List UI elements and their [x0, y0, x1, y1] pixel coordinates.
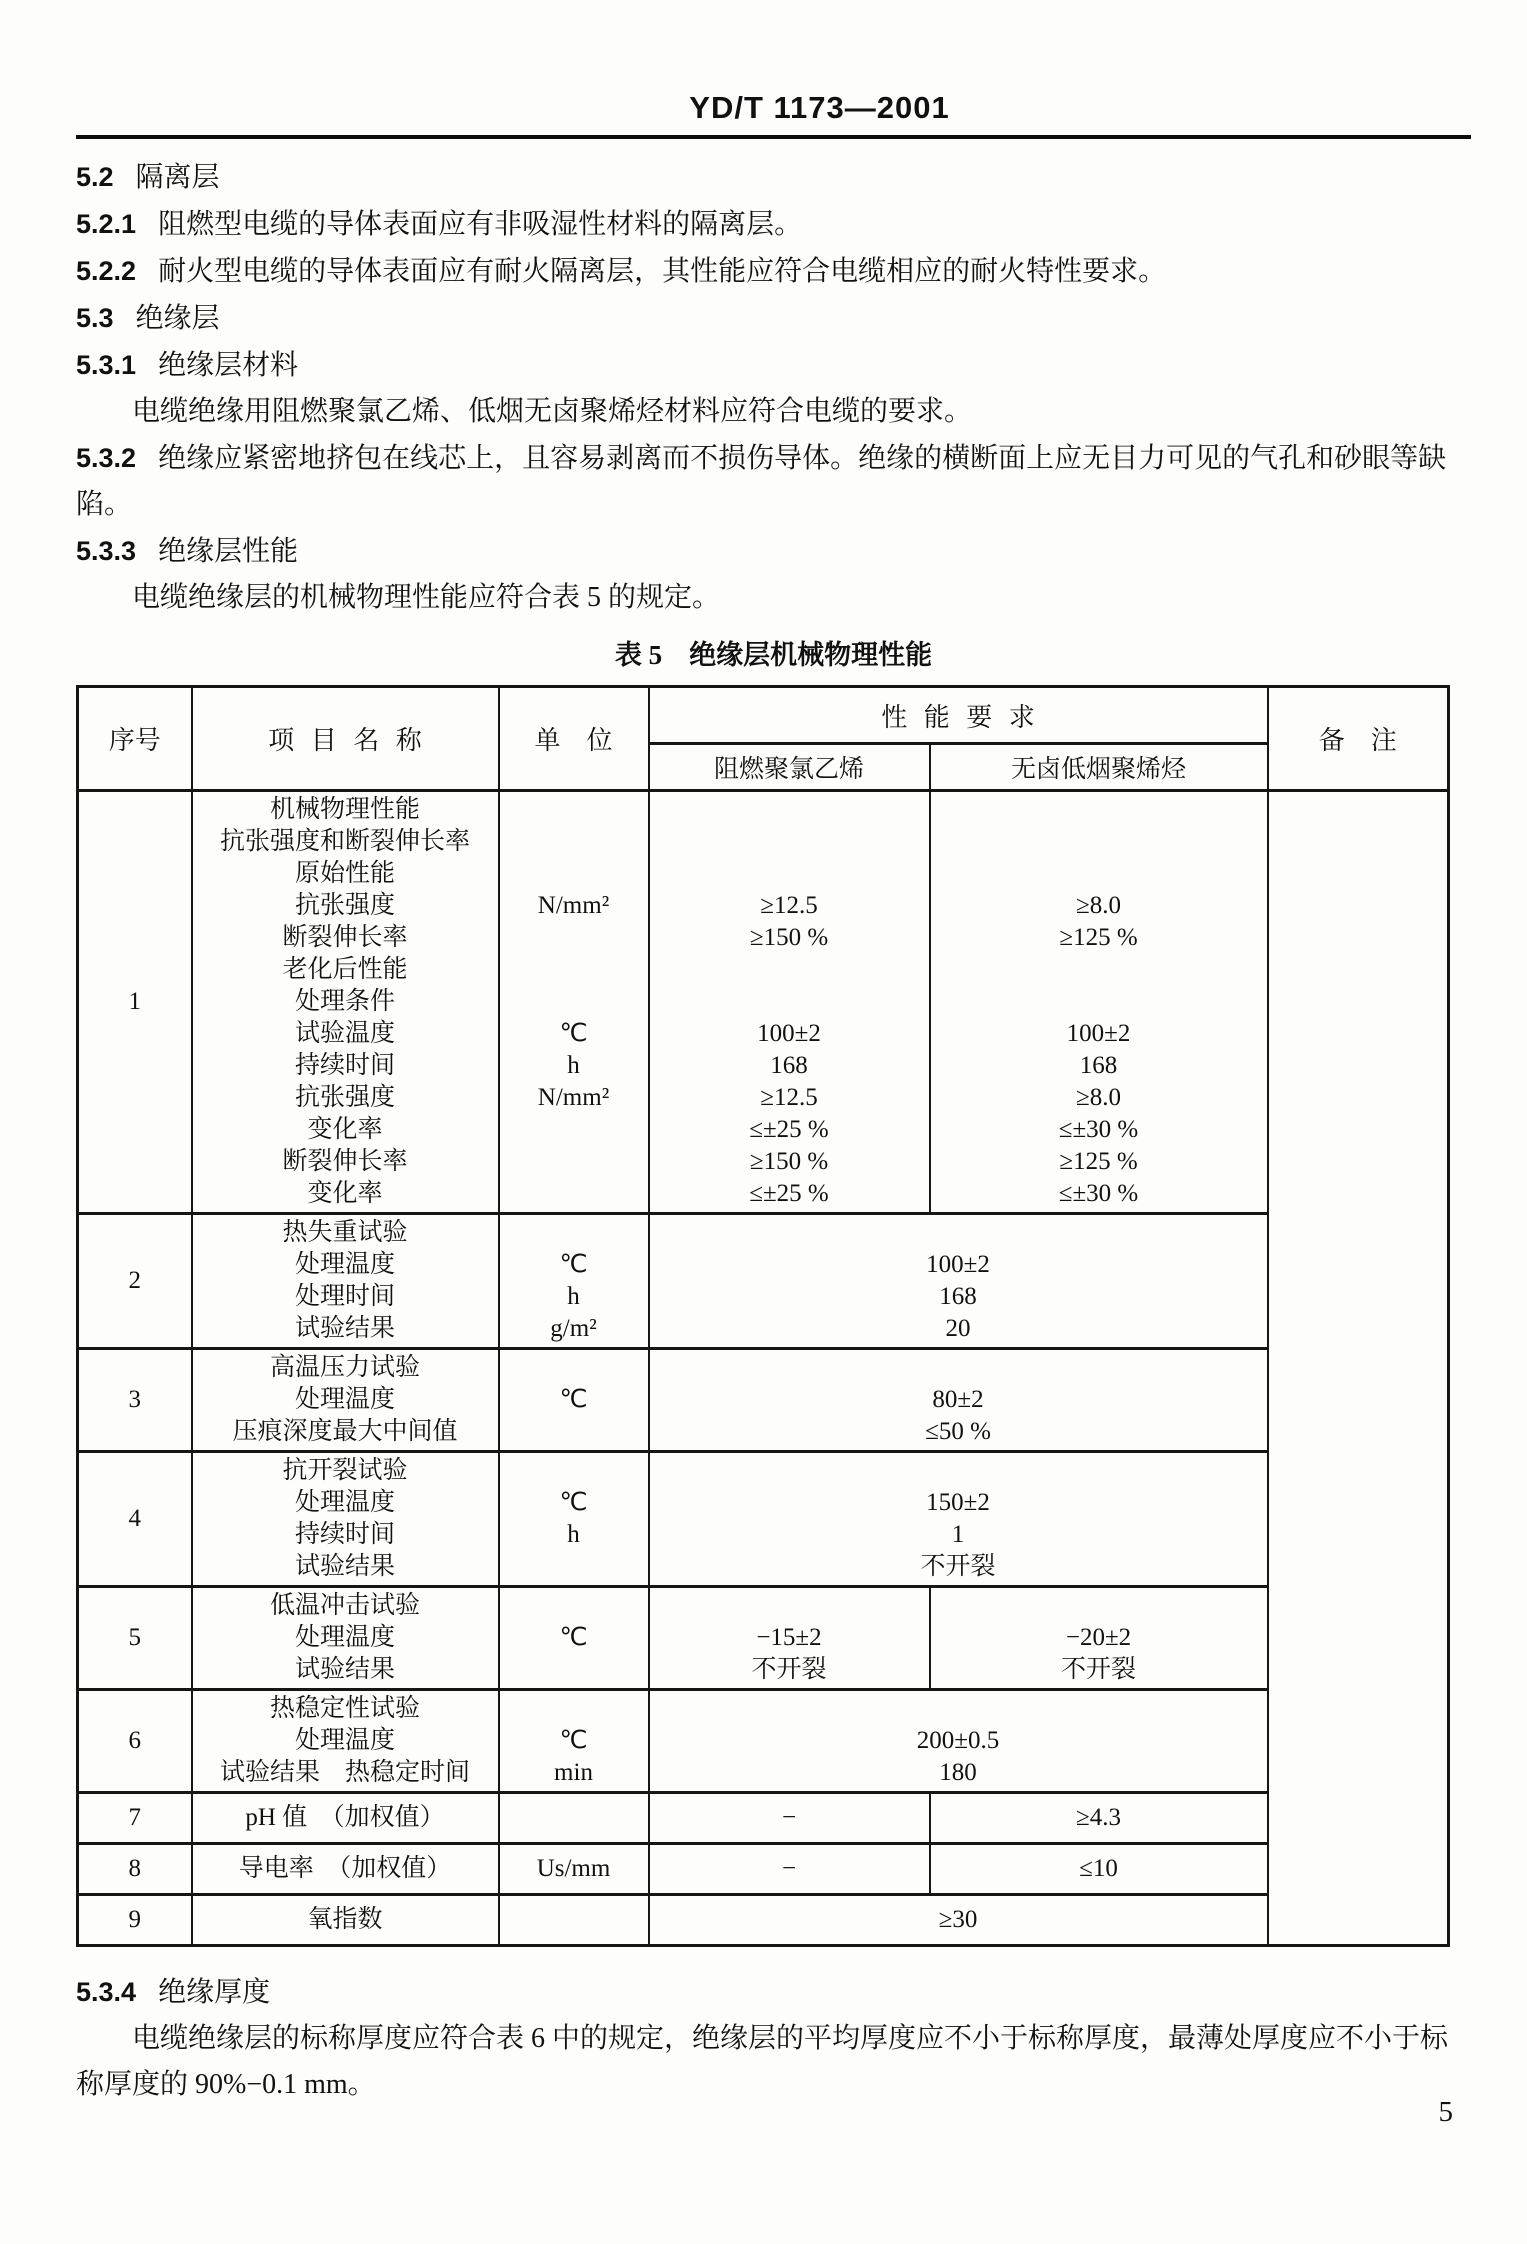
- table-line: ℃: [559, 1489, 588, 1516]
- table-line: ≥125 %: [1059, 924, 1138, 951]
- table-line: 原始性能: [294, 860, 395, 887]
- table-line: 持续时间: [294, 1521, 395, 1548]
- row-values-lszh: [930, 791, 1268, 1214]
- table-line: −: [781, 1855, 797, 1882]
- table-row-5: [78, 1587, 1449, 1690]
- table-line: 氧指数: [307, 1906, 383, 1933]
- table-line: [500, 1352, 648, 1384]
- row-values-merged: [649, 1349, 1268, 1452]
- col-header-item: 项 目 名 称: [192, 687, 499, 791]
- table-line: −: [781, 1804, 797, 1831]
- table-line: [500, 1802, 648, 1834]
- section-title: 绝缘层材料: [158, 350, 299, 381]
- table-5: [76, 685, 1450, 1947]
- table-5-header: [78, 687, 1449, 791]
- table-line: [500, 1146, 648, 1178]
- table-line: 180: [939, 1759, 977, 1786]
- table-line: 100±2: [1066, 1020, 1131, 1047]
- table-line: 持续时间: [294, 1052, 395, 1079]
- table-line: 试验结果: [294, 1656, 395, 1683]
- table-line: 高温压力试验: [269, 1354, 420, 1381]
- table-line: 机械物理性能: [269, 796, 420, 823]
- table-line: [500, 794, 648, 826]
- table-line: 不开裂: [751, 1656, 827, 1683]
- table-line: [500, 1590, 648, 1622]
- table-line: ℃: [559, 1251, 588, 1278]
- table-line: 试验温度: [294, 1020, 395, 1047]
- row-seq: 1: [78, 791, 192, 1214]
- table-line: [650, 986, 929, 1018]
- row-seq: 7: [78, 1793, 192, 1844]
- table-row-4: [78, 1452, 1449, 1587]
- table-line: 抗张强度: [294, 892, 395, 919]
- table-line: pH 值 （加权值）: [245, 1804, 445, 1831]
- table-line: ≤10: [1079, 1855, 1118, 1882]
- table-line: [650, 1455, 1267, 1487]
- standard-number: YD/T 1173—2001: [689, 90, 950, 125]
- row-values-pvc: [649, 1844, 930, 1895]
- table-line: 抗张强度和断裂伸长率: [219, 828, 470, 855]
- row-values-pvc: [649, 1793, 930, 1844]
- table-row-9: [78, 1895, 1449, 1946]
- row-values-lszh: [930, 1587, 1268, 1690]
- table-line: 1: [951, 1521, 965, 1548]
- table-line: ≤±25 %: [749, 1180, 829, 1207]
- table-line: Us/mm: [536, 1855, 611, 1882]
- table-line: −20±2: [1065, 1624, 1132, 1651]
- table-row-2: [78, 1214, 1449, 1349]
- section-5-3-3-heading: [76, 528, 1471, 575]
- table-line: 100±2: [926, 1251, 990, 1278]
- table-line: 处理条件: [294, 988, 395, 1015]
- table-line: N/mm²: [537, 892, 610, 919]
- table-line: 变化率: [307, 1116, 383, 1143]
- table-line: 老化后性能: [282, 956, 408, 983]
- table-line: 处理温度: [294, 1251, 395, 1278]
- table-line: [500, 1654, 648, 1686]
- row-seq: 5: [78, 1587, 192, 1690]
- row-seq: 8: [78, 1844, 192, 1895]
- clause-5-2-1: [76, 201, 1471, 248]
- table-line: 处理时间: [294, 1283, 395, 1310]
- row-item-names: [192, 791, 499, 1214]
- table-line: 处理温度: [294, 1727, 395, 1754]
- table-line: ≥125 %: [1059, 1148, 1138, 1175]
- table-line: 断裂伸长率: [282, 924, 408, 951]
- table-line: ≥12.5: [760, 1084, 818, 1111]
- table-line: 168: [939, 1283, 977, 1310]
- clause-number: 5.3.3: [76, 536, 137, 566]
- table-line: 168: [1079, 1052, 1118, 1079]
- table-line: g/m²: [550, 1315, 597, 1342]
- table-line: ℃: [559, 1624, 588, 1651]
- clause-number: 5.3: [76, 303, 114, 333]
- remark-cell: [1268, 791, 1449, 1946]
- table-line: [500, 922, 648, 954]
- table-line: 导电率 （加权值）: [238, 1855, 452, 1882]
- row-units: [499, 1844, 649, 1895]
- table-line: 热失重试验: [282, 1219, 408, 1246]
- table-line: [500, 826, 648, 858]
- table-line: 热稳定性试验: [269, 1695, 420, 1722]
- table-line: ℃: [559, 1727, 588, 1754]
- table-line: 低温冲击试验: [269, 1592, 420, 1619]
- table-line: h: [567, 1052, 580, 1079]
- row-seq: 6: [78, 1690, 192, 1793]
- table-line: [650, 1590, 929, 1622]
- table-line: min: [554, 1759, 593, 1786]
- section-title: 绝缘层: [135, 303, 220, 334]
- clause-number: 5.2: [76, 162, 114, 192]
- page-number: 5: [1438, 2096, 1453, 2128]
- table-line: [650, 1352, 1267, 1384]
- table-line: [500, 1455, 648, 1487]
- clause-5-3-2: [76, 435, 1471, 528]
- table-line: 试验结果: [294, 1553, 395, 1580]
- table-line: ≤50 %: [925, 1418, 991, 1445]
- row-values-pvc: [649, 791, 930, 1214]
- section-5-3-heading: [76, 295, 1471, 342]
- body-text-bottom: [76, 1969, 1471, 2108]
- table-line: ℃: [559, 1020, 588, 1047]
- col-header-performance: 性 能 要 求: [649, 687, 1268, 744]
- row-units: [499, 1214, 649, 1349]
- page-content: [76, 0, 1471, 2108]
- table-line: [500, 858, 648, 890]
- row-item-names: [192, 1587, 499, 1690]
- table-line: 150±2: [926, 1489, 990, 1516]
- col-header-unit: 单 位: [499, 687, 649, 791]
- row-values-merged: [649, 1214, 1268, 1349]
- section-title: 隔离层: [135, 162, 220, 193]
- table-line: ≥30: [938, 1906, 978, 1933]
- row-units: [499, 1895, 649, 1946]
- table-line: 200±0.5: [916, 1727, 1000, 1754]
- table-line: 变化率: [307, 1180, 383, 1207]
- row-units: [499, 1452, 649, 1587]
- row-values-merged: [649, 1895, 1268, 1946]
- table-row-3: [78, 1349, 1449, 1452]
- row-seq: 4: [78, 1452, 192, 1587]
- table-line: 20: [945, 1315, 971, 1342]
- table-line: [500, 1551, 648, 1583]
- table-line: 断裂伸长率: [282, 1148, 408, 1175]
- table-line: 试验结果 热稳定时间: [219, 1759, 470, 1786]
- row-item-names: [192, 1895, 499, 1946]
- table-line: [500, 1114, 648, 1146]
- table-line: [931, 826, 1267, 858]
- col-header-lszh: 无卤低烟聚烯烃: [930, 744, 1268, 791]
- table-line: 压痕深度最大中间值: [232, 1418, 458, 1445]
- table-line: [931, 986, 1267, 1018]
- table-line: [650, 858, 929, 890]
- row-values-lszh: [930, 1793, 1268, 1844]
- table-line: 80±2: [932, 1386, 984, 1413]
- table-line: [500, 1178, 648, 1210]
- table-line: ≥150 %: [749, 1148, 829, 1175]
- para-5-3-1: 电缆绝缘用阻燃聚氯乙烯、低烟无卤聚烯烃材料应符合电缆的要求。: [132, 396, 973, 427]
- table-line: [931, 954, 1267, 986]
- row-units: [499, 791, 649, 1214]
- section-5-3-1-heading: [76, 342, 1471, 389]
- table-line: 168: [770, 1052, 808, 1079]
- table-row-6: [78, 1690, 1449, 1793]
- table-line: [500, 954, 648, 986]
- row-item-names: [192, 1452, 499, 1587]
- table-line: ≤±30 %: [1058, 1180, 1139, 1207]
- table-row-1: [78, 791, 1449, 1214]
- table-line: 处理温度: [294, 1386, 395, 1413]
- section-5-2-heading: [76, 154, 1471, 201]
- section-title: 绝缘厚度: [158, 1977, 271, 2008]
- section-5-3-4-heading: [76, 1969, 1471, 2016]
- row-item-names: [192, 1793, 499, 1844]
- table-line: 试验结果: [294, 1315, 395, 1342]
- clause-text: 耐火型电缆的导体表面应有耐火隔离层，其性能应符合电缆相应的耐火特性要求。: [158, 256, 1167, 287]
- table-line: [931, 1590, 1267, 1622]
- col-header-seq: 序号: [78, 687, 192, 791]
- row-units: [499, 1793, 649, 1844]
- table-line: [650, 954, 929, 986]
- header-row-1: [78, 687, 1449, 744]
- table-line: 不开裂: [920, 1553, 996, 1580]
- row-item-names: [192, 1214, 499, 1349]
- row-seq: 2: [78, 1214, 192, 1349]
- table-line: ≤±25 %: [749, 1116, 829, 1143]
- table-row-8: [78, 1844, 1449, 1895]
- table-line: [650, 794, 929, 826]
- row-units: [499, 1349, 649, 1452]
- row-values-merged: [649, 1690, 1268, 1793]
- clause-number: 5.2.2: [76, 256, 137, 286]
- clause-text: 阻燃型电缆的导体表面应有非吸湿性材料的隔离层。: [158, 209, 803, 240]
- table-line: [500, 986, 648, 1018]
- clause-text: 绝缘应紧密地挤包在线芯上，且容易剥离而不损伤导体。绝缘的横断面上应无目力可见的气孔和砂眼等缺陷。: [76, 443, 1447, 520]
- row-item-names: [192, 1349, 499, 1452]
- para-5-3-4: 电缆绝缘层的标称厚度应符合表 6 中的规定，绝缘层的平均厚度应不小于标称厚度，最薄处厚度应不小于标称厚度的 90%−0.1 mm。: [76, 2023, 1449, 2100]
- row-values-lszh: [930, 1844, 1268, 1895]
- table-line: 不开裂: [1061, 1656, 1137, 1683]
- table-line: ≤±30 %: [1058, 1116, 1139, 1143]
- clause-number: 5.3.2: [76, 443, 137, 473]
- table-line: −15±2: [756, 1624, 822, 1651]
- table-line: 处理温度: [294, 1624, 395, 1651]
- section-title: 绝缘层性能: [158, 536, 299, 567]
- table-line: ≥4.3: [1076, 1804, 1121, 1831]
- table-line: 处理温度: [294, 1489, 395, 1516]
- row-values-pvc: [649, 1587, 930, 1690]
- table-line: h: [567, 1521, 580, 1548]
- table-line: ≥8.0: [1076, 1084, 1121, 1111]
- table-line: 抗张强度: [294, 1084, 395, 1111]
- table-line: 100±2: [757, 1020, 821, 1047]
- table-line: 抗开裂试验: [282, 1457, 408, 1484]
- table-line: [500, 1693, 648, 1725]
- table-row-7: [78, 1793, 1449, 1844]
- table-line: [931, 858, 1267, 890]
- table-line: [650, 1217, 1267, 1249]
- clause-number: 5.2.1: [76, 209, 137, 239]
- table-line: [650, 826, 929, 858]
- table-line: [931, 794, 1267, 826]
- para-5-3-3: 电缆绝缘层的机械物理性能应符合表 5 的规定。: [132, 582, 721, 613]
- row-item-names: [192, 1844, 499, 1895]
- table-5-title: 表 5 绝缘层机械物理性能: [614, 640, 933, 670]
- row-item-names: [192, 1690, 499, 1793]
- row-seq: 9: [78, 1895, 192, 1946]
- body-text: [76, 154, 1471, 621]
- table-line: h: [567, 1283, 580, 1310]
- clause-5-2-2: [76, 248, 1471, 295]
- clause-number: 5.3.1: [76, 350, 137, 380]
- table-line: N/mm²: [537, 1084, 610, 1111]
- table-line: ≥8.0: [1076, 892, 1121, 919]
- row-values-merged: [649, 1452, 1268, 1587]
- table-line: [500, 1904, 648, 1936]
- table-line: [500, 1217, 648, 1249]
- table-line: ≥150 %: [749, 924, 829, 951]
- table-line: ≥12.5: [760, 892, 818, 919]
- table-line: [650, 1693, 1267, 1725]
- row-seq: 3: [78, 1349, 192, 1452]
- table-line: [500, 1416, 648, 1448]
- col-header-remark: 备 注: [1268, 687, 1449, 791]
- header-rule: [76, 135, 1471, 139]
- row-units: [499, 1587, 649, 1690]
- clause-number: 5.3.4: [76, 1977, 137, 2007]
- col-header-pvc: 阻燃聚氯乙烯: [649, 744, 930, 791]
- table-line: ℃: [559, 1386, 588, 1413]
- row-units: [499, 1690, 649, 1793]
